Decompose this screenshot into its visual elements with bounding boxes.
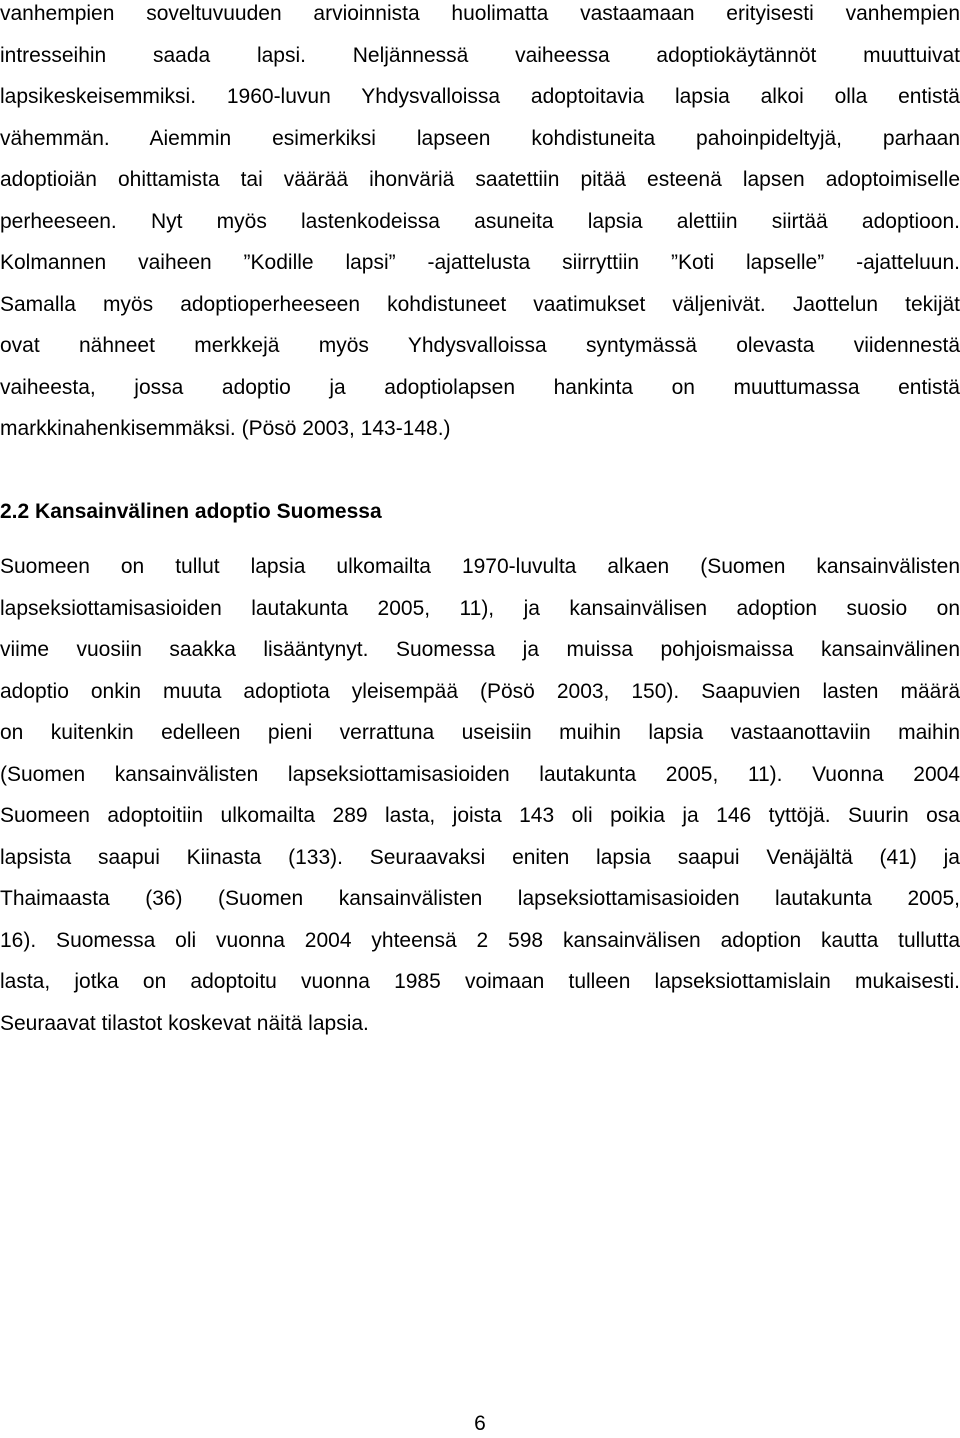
text-line: Thaimaasta (36) (Suomen kansainvälisten lapseksiottamisasioiden lautakunta 2005, — [0, 887, 960, 910]
text-line: adoptio onkin muuta adoptiota yleisempää (Pösö 2003, 150). Saapuvien lasten määrä — [0, 679, 960, 703]
text-line: lasta, jotka on adoptoitu vuonna 1985 voimaan tulleen lapseksiottamislain mukaisesti. — [0, 970, 960, 993]
text-line: on kuitenkin edelleen pieni verrattuna useisiin muihin lapsia vastaanottaviin maihin — [0, 721, 960, 744]
text-line: Suomeen on tullut lapsia ulkomailta 1970-luvulta alkaen (Suomen kansainvälisten — [0, 555, 960, 578]
text-line: Samalla myös adoptioperheeseen kohdistuneet vaatimukset väljenivät. Jaottelun tekijät — [0, 292, 960, 316]
text-line: vähemmän. Aiemmin esimerkiksi lapseen kohdistuneita pahoinpideltyjä, parhaan — [0, 126, 960, 150]
text-line: viime vuosiin saakka lisääntynyt. Suomessa ja muissa pohjoismaissa kansainvälinen — [0, 638, 960, 661]
text-line: adoptioiän ohittamista tai väärää ihonväriä saatettiin pitää esteenä lapsen adoptoimiselle — [0, 168, 960, 191]
text-line: markkinahenkisemmäksi. (Pösö 2003, 143-148.) — [0, 417, 451, 440]
text-line: lapsikeskeisemmiksi. 1960-luvun Yhdysvalloissa adoptoitavia lapsia alkoi olla entistä — [0, 85, 960, 108]
text-line: lapseksiottamisasioiden lautakunta 2005, 11), ja kansainvälisen adoption suosio on — [0, 596, 960, 620]
section-heading: 2.2 Kansainvälinen adoptio Suomessa — [0, 500, 382, 523]
text-line: Kolmannen vaiheen ”Kodille lapsi” -ajattelusta siirryttiin ”Koti lapselle” -ajatteluun. — [0, 251, 960, 274]
text-line: lapsista saapui Kiinasta (133). Seuraavaksi eniten lapsia saapui Venäjältä (41) ja — [0, 845, 960, 869]
text-line: Suomeen adoptoitiin ulkomailta 289 lasta, joista 143 oli poikia ja 146 tyttöjä. Suurin osa — [0, 804, 960, 827]
text-line: 16). Suomessa oli vuonna 2004 yhteensä 2 598 kansainvälisen adoption kautta tullutta — [0, 928, 960, 952]
text-line: intresseihin saada lapsi. Neljännessä vaiheessa adoptiokäytännöt muuttuivat — [0, 43, 960, 67]
text-line: ovat nähneet merkkejä myös Yhdysvalloissa syntymässä olevasta viidennestä — [0, 334, 960, 357]
body-paragraph-2 — [0, 546, 960, 1044]
body-paragraph-1 — [0, 0, 960, 450]
text-line: (Suomen kansainvälisten lapseksiottamisasioiden lautakunta 2005, 11). Vuonna 2004 — [0, 762, 960, 786]
text-line: vaiheesta, jossa adoptio ja adoptiolapsen hankinta on muuttumassa entistä — [0, 375, 960, 399]
page-number: 6 — [474, 1412, 486, 1435]
text-line: Seuraavat tilastot koskevat näitä lapsia. — [0, 1011, 369, 1035]
text-line: vanhempien soveltuvuuden arvioinnista huolimatta vastaamaan erityisesti vanhempien — [0, 2, 960, 25]
text-line: perheeseen. Nyt myös lastenkodeissa asuneita lapsia alettiin siirtää adoptioon. — [0, 209, 960, 233]
